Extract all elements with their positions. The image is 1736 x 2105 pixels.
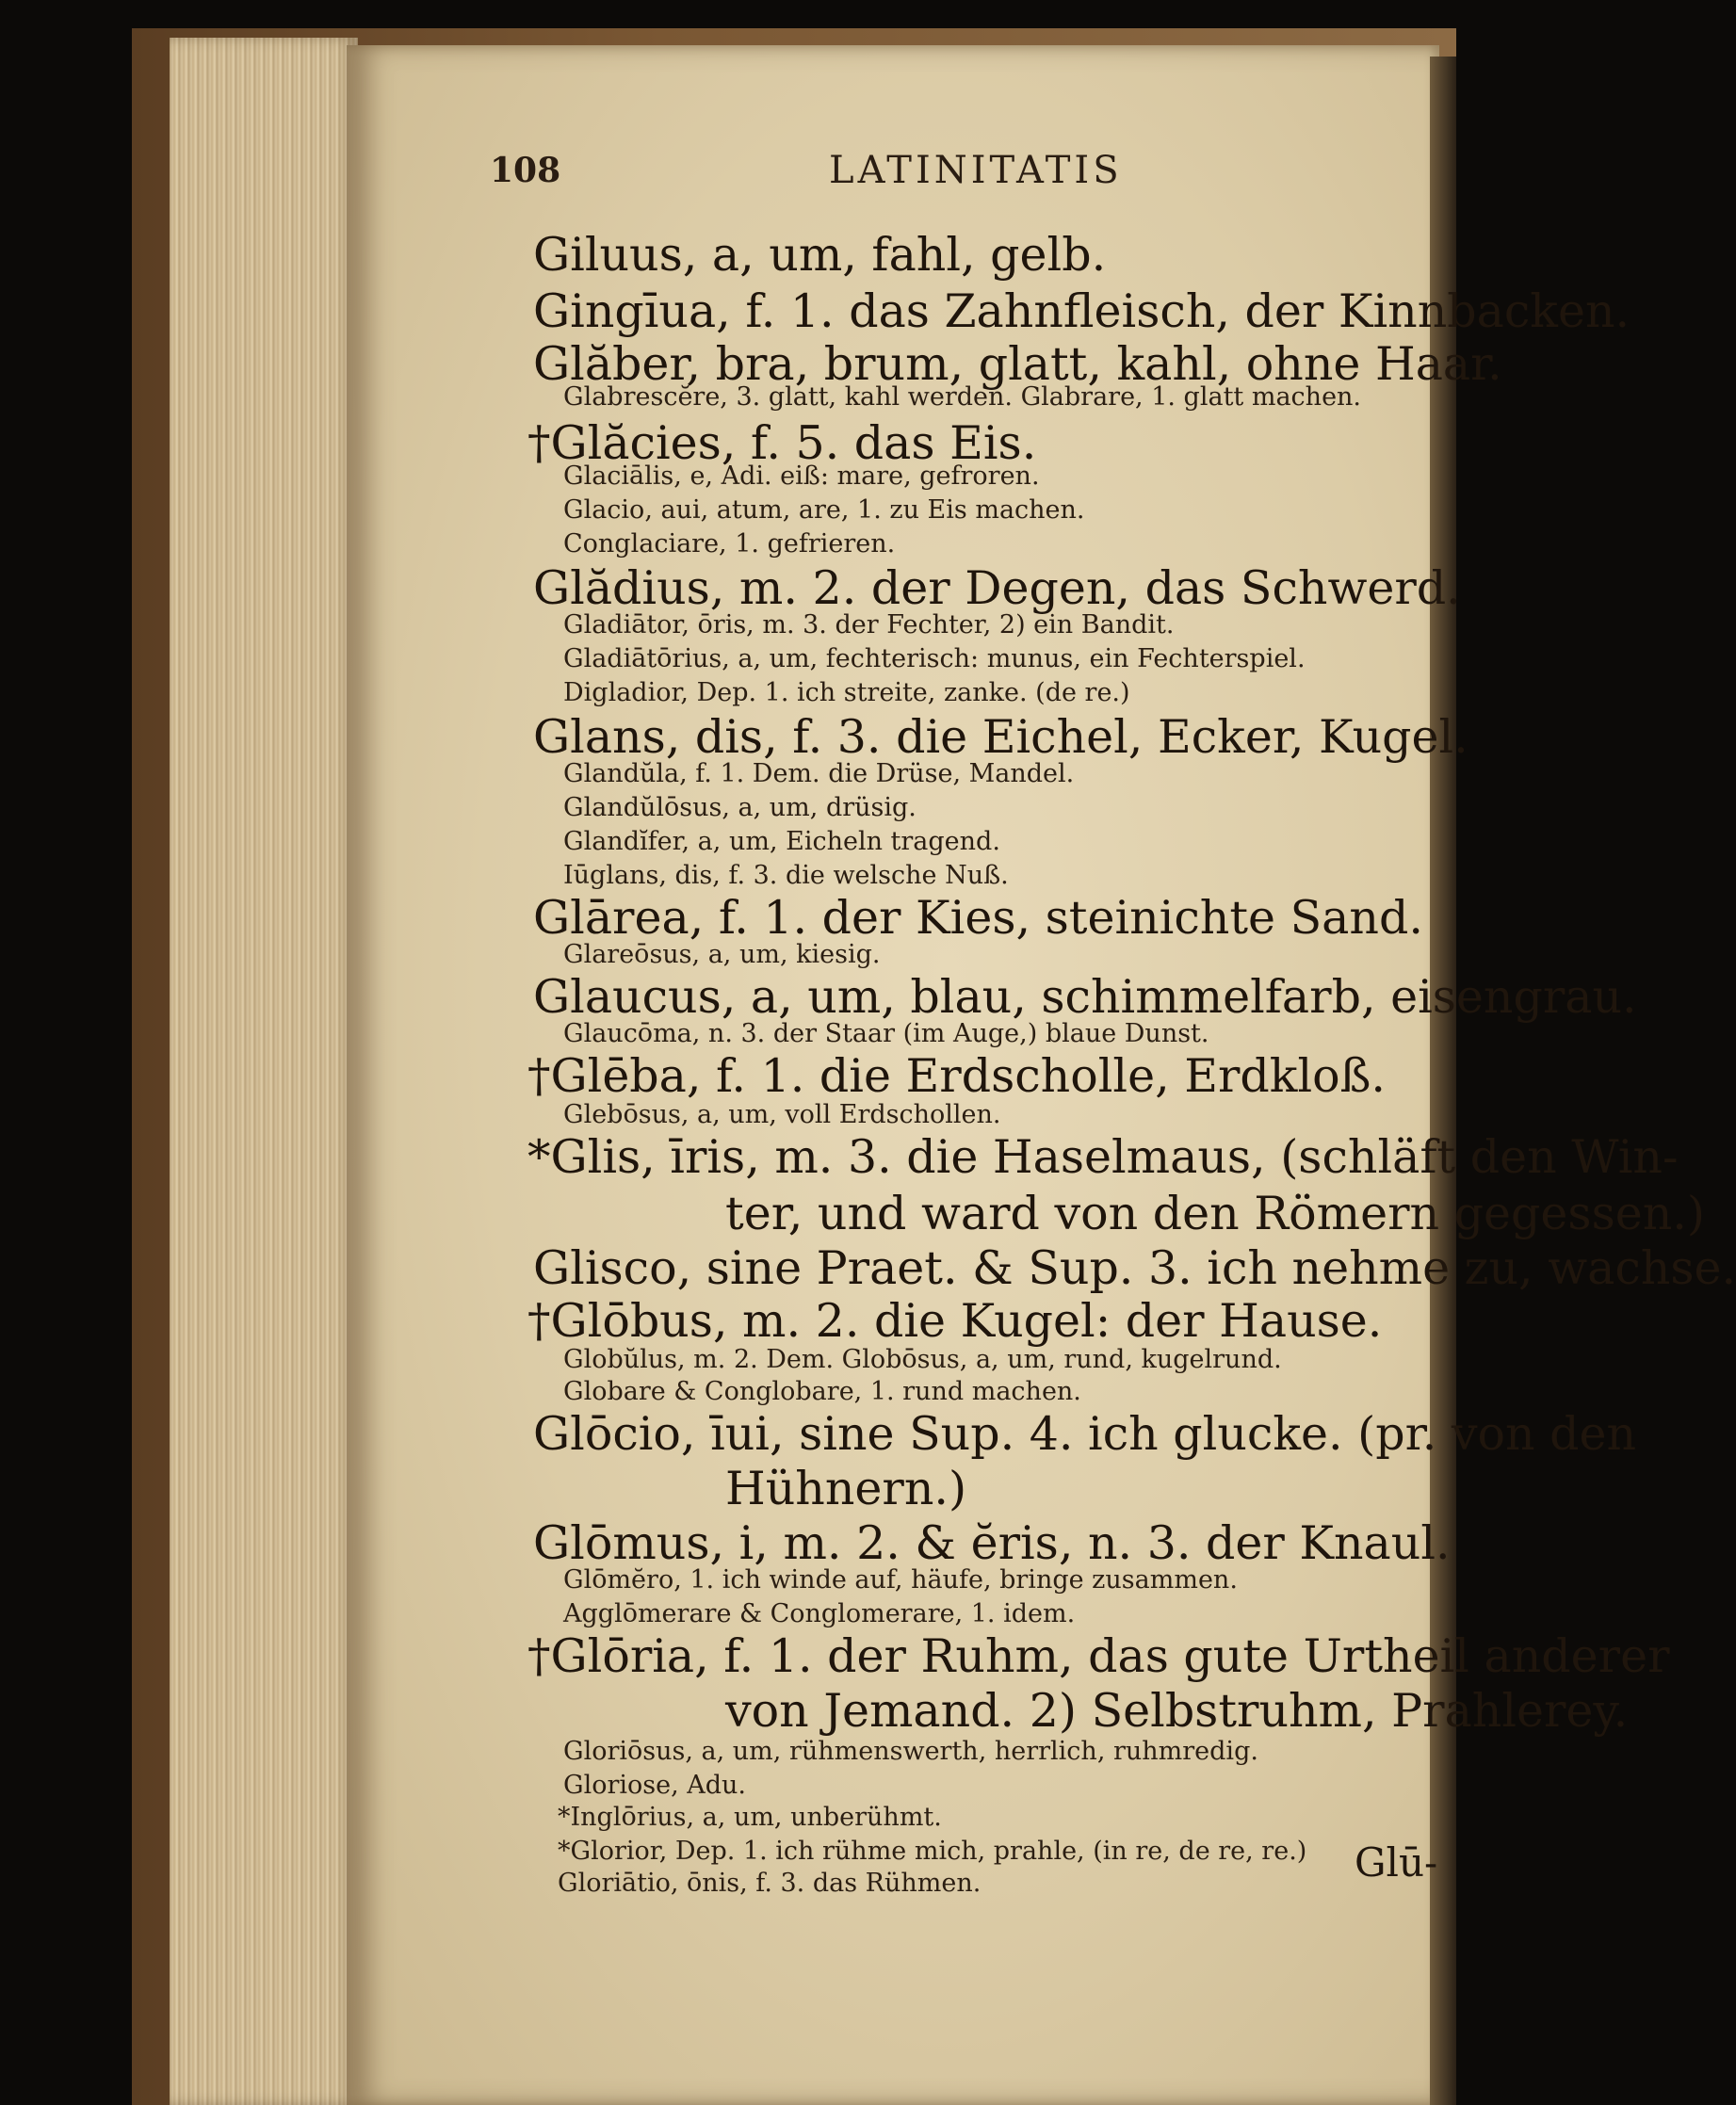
entry-line: Glisco, sine Praet. & Sup. 3. ich nehme zu, wachse. — [533, 1241, 1736, 1295]
entry-line: Gingīua, f. 1. das Zahnfleisch, der Kinnbacken. — [533, 284, 1631, 338]
subentry-line: Gloriōsus, a, um, rühmenswerth, herrlich, ruhmredig. — [563, 1737, 1258, 1766]
subentry-line: Gloriose, Adu. — [563, 1771, 747, 1800]
entry-line: Glans, dis, f. 3. die Eichel, Ecker, Kugel. — [533, 710, 1468, 764]
subentry-line: Gloriātio, ōnis, f. 3. das Rühmen. — [558, 1869, 982, 1898]
subentry-line: Glaciālis, e, Adi. eiß: mare, gefroren. — [563, 461, 1040, 491]
subentry-line: Iūglans, dis, f. 3. die welsche Nuß. — [563, 861, 1009, 890]
entry-line: †Glōria, f. 1. der Ruhm, das gute Urtheil anderer — [527, 1629, 1670, 1683]
subentry-line: Glandĭfer, a, um, Eicheln tragend. — [563, 827, 1000, 856]
page-number: 108 — [490, 151, 561, 190]
subentry-line: Glareōsus, a, um, kiesig. — [563, 940, 881, 969]
entry-line: Giluus, a, um, fahl, gelb. — [533, 228, 1107, 282]
subentry-line: *Inglōrius, a, um, unberühmt. — [558, 1803, 942, 1832]
entry-line: Glōmus, i, m. 2. & ĕris, n. 3. der Knaul. — [533, 1516, 1451, 1570]
subentry-line: Glebōsus, a, um, voll Erdschollen. — [563, 1100, 1001, 1129]
catchword: Glū- — [1355, 1839, 1438, 1886]
subentry-line: Conglaciare, 1. gefrieren. — [563, 529, 896, 559]
subentry-line: *Glorior, Dep. 1. ich rühme mich, prahle, (in re, de re, re.) — [558, 1837, 1307, 1866]
entry-line: Glārea, f. 1. der Kies, steinichte Sand. — [533, 891, 1423, 945]
subentry-line: Gladiātor, ōris, m. 3. der Fechter, 2) ein Bandit. — [563, 610, 1175, 640]
entry-continuation-line: ter, und ward von den Römern gegessen.) — [725, 1187, 1705, 1240]
entry-line: Glaucus, a, um, blau, schimmelfarb, eisengrau. — [533, 970, 1637, 1024]
running-head: LATINITATIS — [829, 149, 1123, 192]
entry-line: Glăber, bra, brum, glatt, kahl, ohne Haar. — [533, 337, 1502, 391]
subentry-line: Glandŭlōsus, a, um, drüsig. — [563, 793, 917, 822]
subentry-line: Globare & Conglobare, 1. rund machen. — [563, 1377, 1081, 1406]
subentry-line: Glaucōma, n. 3. der Staar (im Auge,) blaue Dunst. — [563, 1019, 1209, 1048]
entry-line: Glădius, m. 2. der Degen, das Schwerd. — [533, 561, 1461, 615]
entry-line: *Glis, īris, m. 3. die Haselmaus, (schläft den Win- — [527, 1130, 1679, 1184]
entry-line: Glōcio, īui, sine Sup. 4. ich glucke. (pr. von den — [533, 1407, 1637, 1461]
entry-continuation-line: von Jemand. 2) Selbstruhm, Prahlerey. — [725, 1684, 1629, 1738]
entry-line: †Glēba, f. 1. die Erdscholle, Erdkloß. — [527, 1049, 1386, 1103]
subentry-line: Globŭlus, m. 2. Dem. Globōsus, a, um, rund, kugelrund. — [563, 1345, 1282, 1374]
subentry-line: Glabrescĕre, 3. glatt, kahl werden. Glabrare, 1. glatt machen. — [563, 382, 1362, 412]
entry-line: †Glăcies, f. 5. das Eis. — [527, 416, 1037, 470]
entry-line: †Glōbus, m. 2. die Kugel: der Hause. — [527, 1294, 1383, 1348]
subentry-line: Glōmĕro, 1. ich winde auf, häufe, bringe zusammen. — [563, 1565, 1238, 1595]
subentry-line: Gladiātōrius, a, um, fechterisch: munus, ein Fechterspiel. — [563, 644, 1306, 673]
subentry-line: Agglōmerare & Conglomerare, 1. idem. — [563, 1599, 1076, 1628]
subentry-line: Glandŭla, f. 1. Dem. die Drüse, Mandel. — [563, 759, 1075, 788]
entry-continuation-line: Hühnern.) — [725, 1462, 967, 1515]
subentry-line: Glacio, aui, atum, are, 1. zu Eis machen. — [563, 495, 1085, 525]
subentry-line: Digladior, Dep. 1. ich streite, zanke. (de re.) — [563, 678, 1130, 707]
